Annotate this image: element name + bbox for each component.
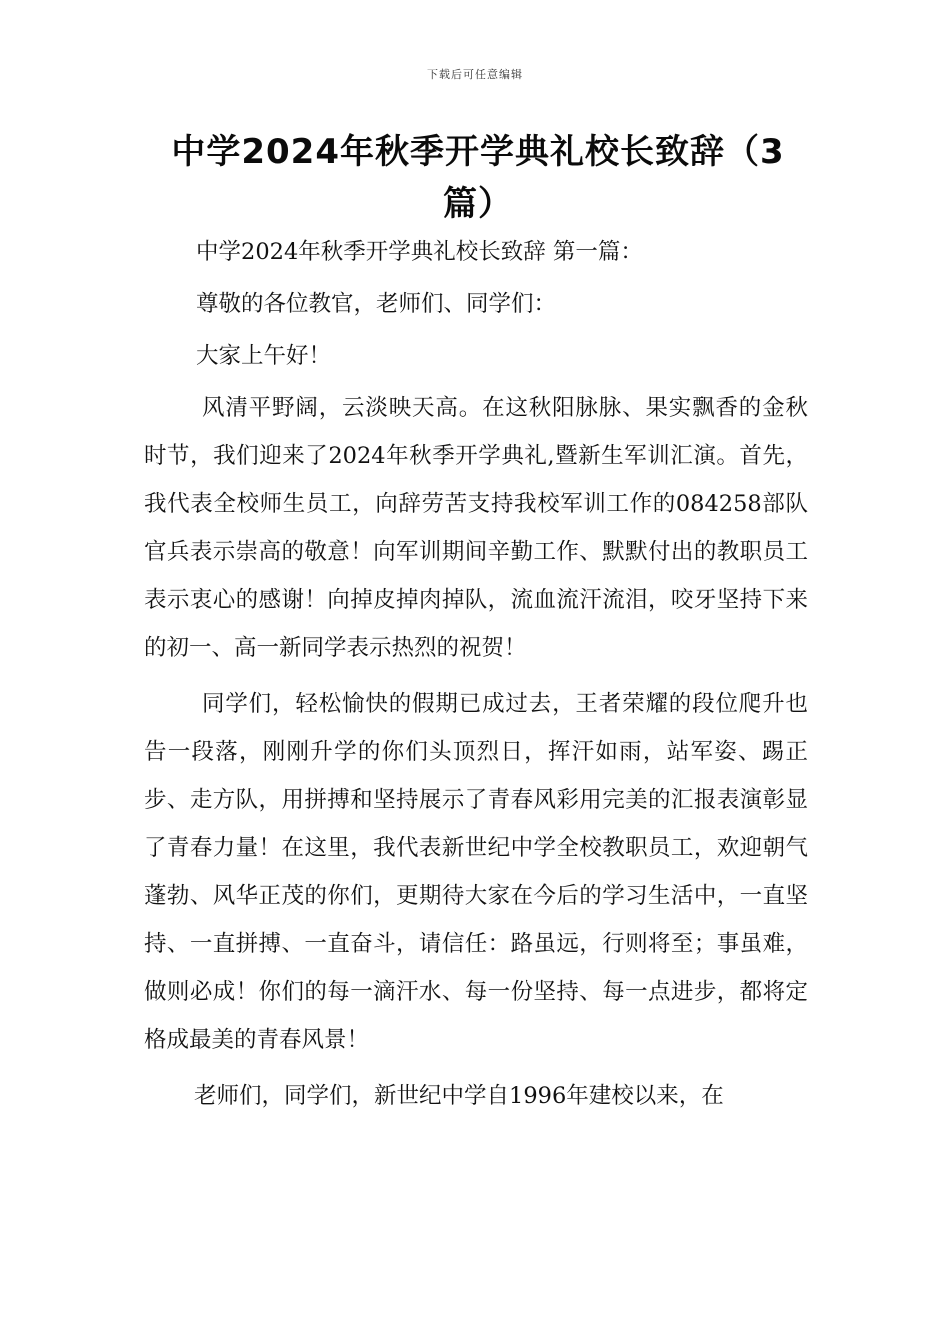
document-body xyxy=(144,228,808,1128)
body-paragraph: 同学们，轻松愉快的假期已成过去，王者荣耀的段位爬升也告一段落，刚刚升学的你们头顶烈日，挥汗如雨，站军姿、踢正步、走方队，用拼搏和坚持展示了青春风彩用完美的汇报表演彰显了青春力量！在这里，我代表新世纪中学全校教职员工，欢迎朝气蓬勃、风华正茂的你们，更期待大家在今后的学习生活中，一直坚持、一直拼搏、一直奋斗，请信任：路虽远，行则将至；事虽难，做则必成！你们的每一滴汗水、每一份坚持、每一点进步，都将定格成最美的青春风景！ xyxy=(144,691,808,1053)
salutation: 尊敬的各位教官，老师们、同学们： xyxy=(196,291,557,317)
section-heading-first: 中学2024年秋季开学典礼校长致辞 第一篇： xyxy=(196,239,643,265)
greeting: 大家上午好！ xyxy=(196,343,332,369)
body-paragraph: 老师们，同学们，新世纪中学自1996年建校以来，在 xyxy=(194,1083,724,1109)
download-edit-note: 下载后可任意编辑 xyxy=(427,68,523,81)
body-paragraph: 风清平野阔，云淡映天高。在这秋阳脉脉、果实飘香的金秋时节，我们迎来了2024年秋季开学典礼,暨新生军训汇演。首先，我代表全校师生员工，向辞劳苦支持我校军训工作的084258部队官兵表示崇高的敬意！向军训期间辛勤工作、默默付出的教职员工表示衷心的感谢！向掉皮掉肉掉队，流血流汗流泪，咬牙坚持下来的初一、高一新同学表示热烈的祝贺！ xyxy=(144,395,808,661)
document-title: 中学2024年秋季开学典礼校长致辞（3篇） xyxy=(171,132,785,224)
